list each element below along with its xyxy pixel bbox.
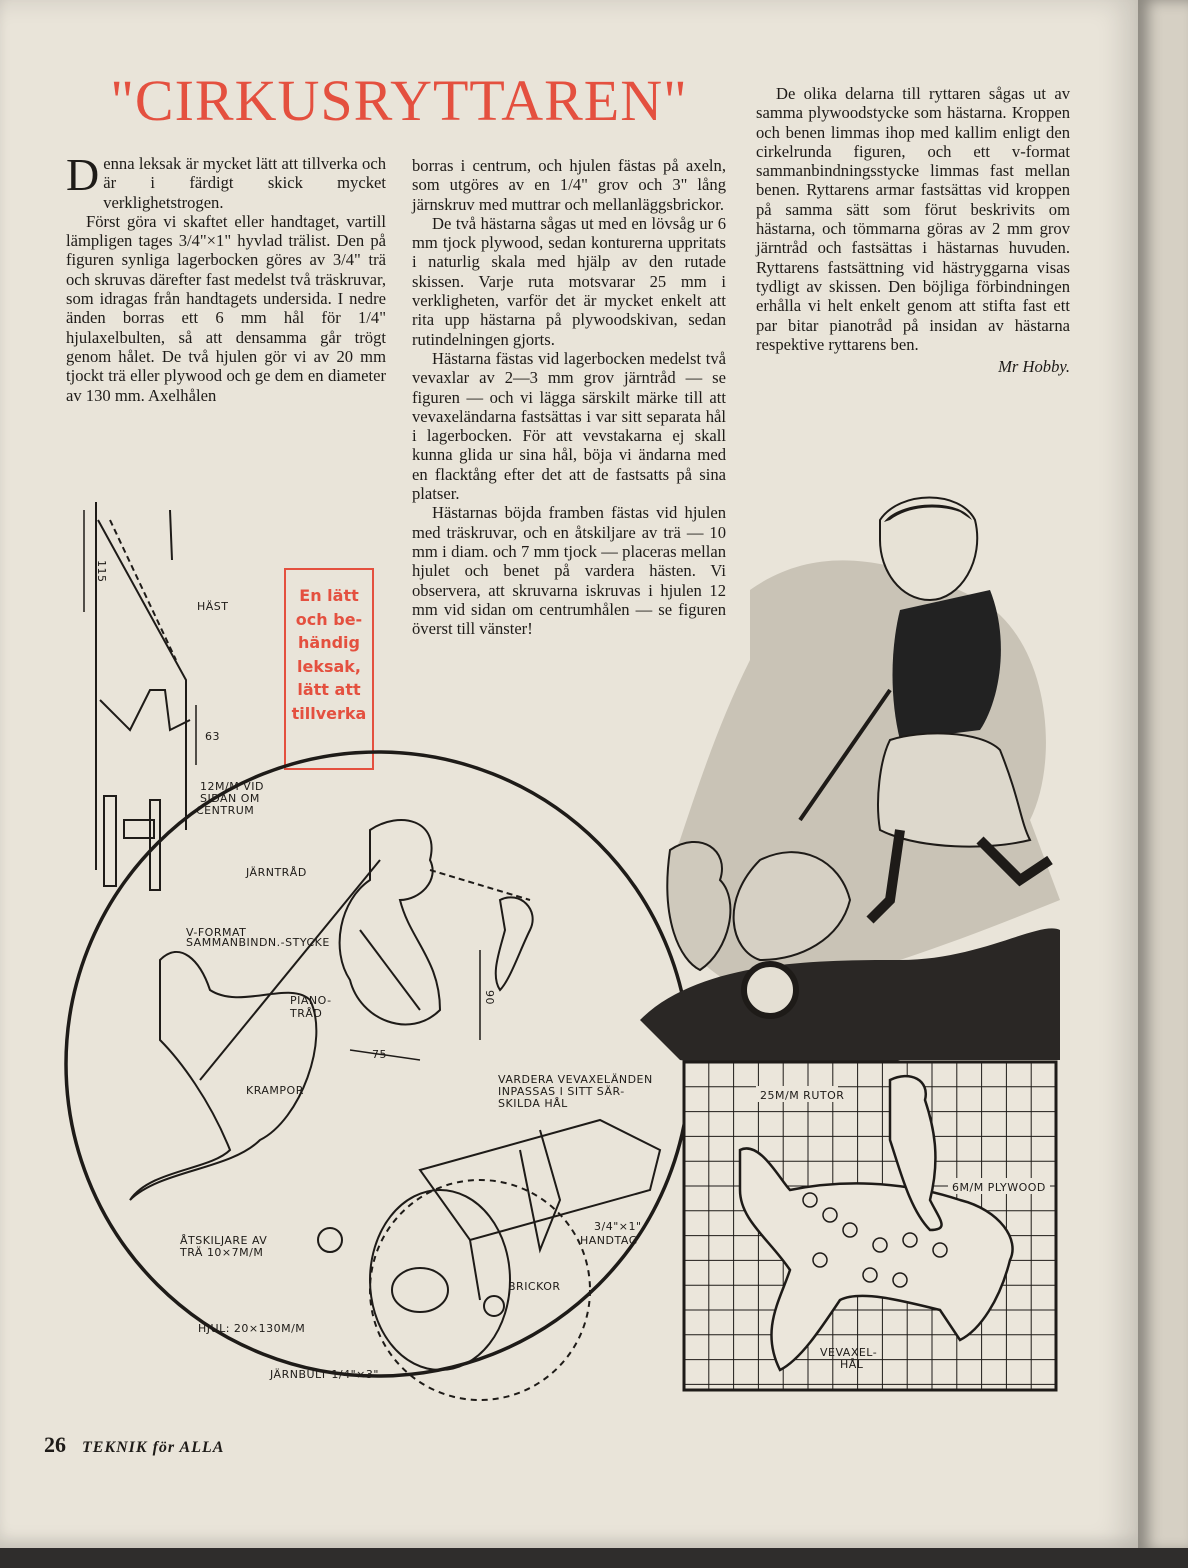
pattern-grid-figure [684, 1062, 1056, 1390]
drop-cap: D [66, 149, 100, 200]
paragraph: De olika delarna till ryttaren sågas ut av samma plywoodstycke som hästarna. Kroppen och benen limmas ihop med kallim enligt den cirkelrunda figuren, och ett v-format sammanbindningsstycke limmas fast mellan benen. Ryttarens armar fastsättas vid kroppen på samma sätt som förut beskrivits om hästarna, och tömmarna göras av 2 mm grov järntråd och fastsättas i hästarnas huvuden. Ryttarens fastsättning vid hästryggarna visas tydligt av skissen. Den böjliga förbindningen erhålla vi helt enkelt genom att stifta fast ett par bitar pianotråd på insidan av hästarna respektive ryttarens ben. [756, 84, 1070, 354]
dimension-label: 115 [95, 560, 108, 583]
paragraph: Först göra vi skaftet eller handtaget, vartill lämpligen tages 3/4"×1" hyvlad trälist. Den på figuren synliga lagerbocken göres av 3/4" trä och skruvas därefter fast medelst två träskruvar, som idragas från handtagets undersida. I nedre änden borras ett 6 mm hål för 1/4" hjulaxelbulten, så att densamma går trögt genom hålet. De två hjulen gör vi av 20 mm tjockt trä eller plywood och ge dem en diameter av 130 mm. Axelhålen [66, 211, 386, 405]
note-line: SIDAN OM [200, 792, 260, 805]
label-atskiljare: TRÄ 10×7M/M [180, 1246, 264, 1259]
next-page-edge [1138, 0, 1188, 1552]
label-handtag: HANDTAG [580, 1234, 638, 1247]
illustration-girl-with-toy [640, 498, 1060, 1072]
label-vevhal: HÅL [840, 1358, 864, 1371]
label-vevaxel: INPASSAS I SITT SÄR- [498, 1085, 625, 1098]
paragraph: Denna leksak är mycket lätt att tillverka och är i färdigt skick mycket verklighetstrogen. [66, 149, 386, 212]
label-vevaxel: SKILDA HÅL [498, 1097, 568, 1110]
dimension-label: 63 [205, 730, 220, 743]
label-piano: PIANO- [290, 994, 332, 1007]
label-vevhal: VEVAXEL- [820, 1346, 878, 1359]
label-handtag: 3/4"×1" [594, 1220, 642, 1233]
paragraph: De två hästarna sågas ut med en lövsåg ur 6 mm tjock plywood, sedan konturerna uppritats i naturlig skala med hjälp av den rutade skissen. Varje ruta motsvarar 25 mm i verkligheten, varför det är mycket enkelt att rita upp hästarna på plywoodskivan, sedan rutindelningen gjorts. [412, 213, 726, 349]
paragraph: Hästarnas böjda framben fästas vid hjulen med träskruvar, och en åtskiljare av trä — 10 mm i diam. och 7 mm tjock — placeras mellan hjulet och benet på vardera hästen. Vi observera, att skruvarna iskruvas i hjulen 12 mm vid sidan om centrumhålen — se figuren överst till vänster! [412, 503, 726, 639]
label-plywood: 6M/M PLYWOOD [952, 1181, 1046, 1194]
label-vevaxel: VARDERA VEVAXELÄNDEN [498, 1073, 653, 1086]
page-number: 26 [44, 1432, 66, 1457]
label-krampor: KRAMPOR [246, 1084, 304, 1097]
note-line: CENTRUM [196, 804, 255, 817]
label-hjul: HJUL: 20×130M/M [198, 1322, 306, 1335]
note-line: 12M/M VID [200, 780, 264, 793]
magazine-name: TEKNIK för ALLA [82, 1439, 225, 1456]
page-footer [44, 1432, 224, 1458]
label-piano: TRÅD [290, 1007, 323, 1020]
paragraph: borras i centrum, och hjulen fästas på axeln, som utgöres av en 1/4" grov och 3" lång järnskruv med muttrar och mellanläggsbrickor. [412, 156, 726, 214]
label-rutor: 25M/M RUTOR [760, 1089, 845, 1102]
article-title: "CIRKUSRYTTAREN" [110, 68, 688, 133]
background-strip [0, 1548, 1188, 1568]
label-vformat: V-FORMAT [186, 926, 247, 939]
dimension-label: 90 [483, 990, 496, 1005]
author-signature: Mr Hobby. [998, 357, 1070, 377]
label-brickor: BRICKOR [508, 1280, 561, 1293]
callout-text: En lätt och be- händig leksak, lätt att tillverka [291, 586, 367, 723]
label-vformat: SAMMANBINDN.-STYCKE [186, 936, 330, 949]
paragraph: Hästarna fästas vid lagerbocken medelst två vevaxlar av 2—3 mm grov järntråd — se figuren — och vi lägga särskilt märke till att vevaxeländarna fastsättas i var sitt separata hål i lagerbocken. För att vevstakarna ej skall kunna glida ur sina hål, böja vi ändarna med en flacktång efter det att de fastsatts på sina platser. [412, 348, 726, 504]
label-hast: HÄST [197, 600, 229, 613]
label-jarnbult: JÄRNBULT 1/4"×3" [270, 1368, 379, 1381]
label-jarntrad: JÄRNTRÅD [246, 866, 307, 879]
label-atskiljare: ÅTSKILJARE AV [180, 1234, 268, 1247]
dimension-label: 75 [372, 1048, 387, 1061]
